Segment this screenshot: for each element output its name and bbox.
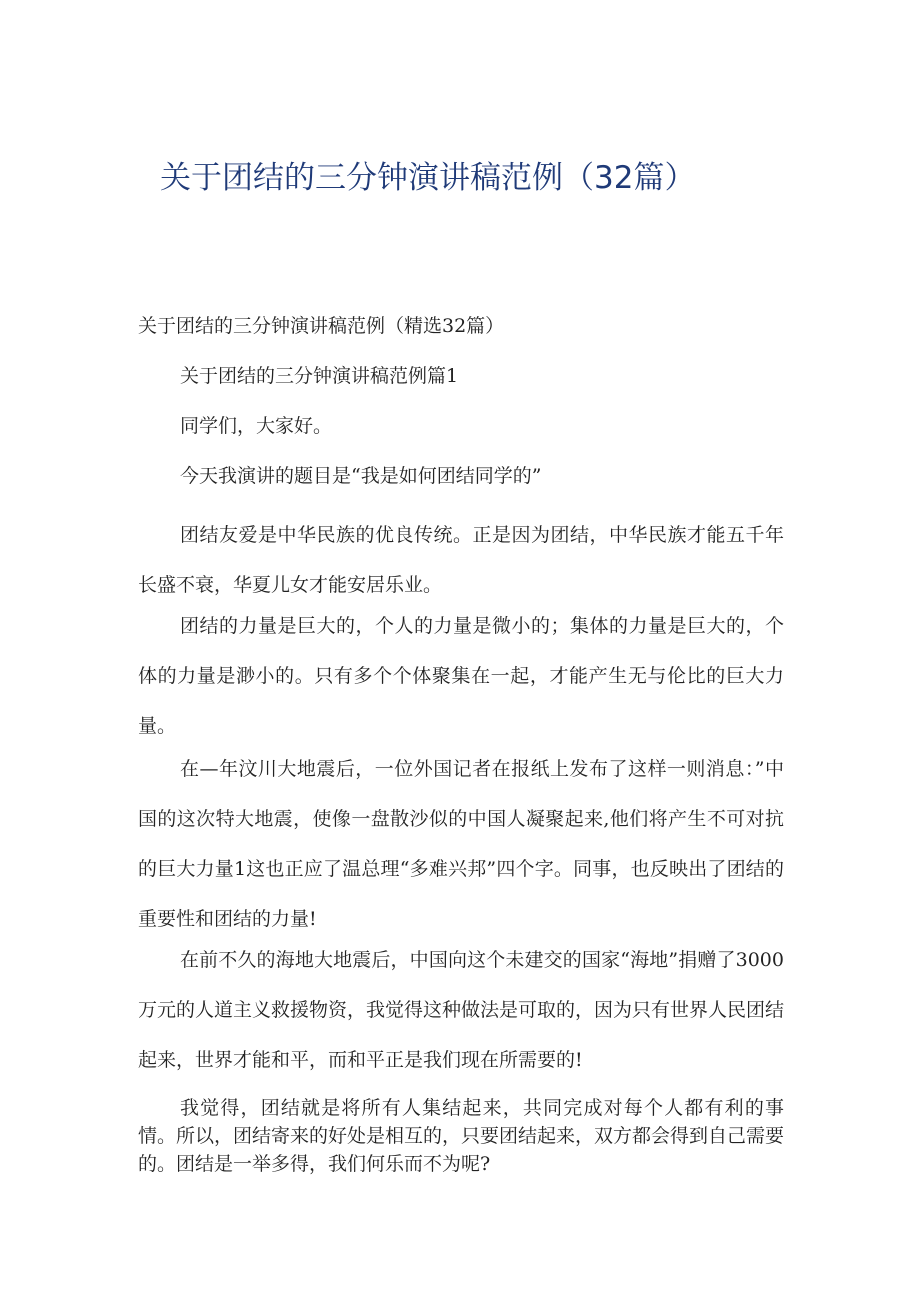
paragraph: 在前不久的海地大地震后，中国向这个未建交的国家“海地”捐赠了3000万元的人道主义救援物资，我觉得这种做法是可取的，因为只有世界人民团结起来，世界才能和平，而和平正是我们现在所需要的! [138, 949, 785, 1071]
document-subtitle: 关于团结的三分钟演讲稿范例（精选32篇） [138, 315, 505, 337]
topic-line: 今天我演讲的题目是“我是如何团结同学的” [180, 465, 542, 487]
paragraph: 团结友爱是中华民族的优良传统。正是因为团结，中华民族才能五千年长盛不衰，华夏儿女才能安居乐业。 [138, 524, 784, 596]
paragraph: 在—年汶川大地震后，一位外国记者在报纸上发布了这样一则消息：”中国的这次特大地震，使像一盘散沙似的中国人凝聚起来,他们将产生不可对抗的巨大力量1这也正应了温总理“多难兴邦”四个字。同事，也反映出了团结的重要性和团结的力量! [138, 758, 784, 930]
document-title: 关于团结的三分钟演讲稿范例（32篇） [160, 160, 696, 196]
greeting-line: 同学们，大家好。 [180, 415, 333, 437]
paragraph: 团结的力量是巨大的，个人的力量是微小的；集体的力量是巨大的，个体的力量是渺小的。只有多个个体聚集在一起，才能产生无与伦比的巨大力量。 [138, 615, 784, 737]
paragraph: 我觉得，团结就是将所有人集结起来，共同完成对每个人都有利的事情。所以，团结寄来的好处是相互的，只要团结起来，双方都会得到自己需要的。团结是一举多得，我们何乐而不为呢? [138, 1097, 785, 1175]
section-heading: 关于团结的三分钟演讲稿范例篇1 [180, 365, 459, 387]
